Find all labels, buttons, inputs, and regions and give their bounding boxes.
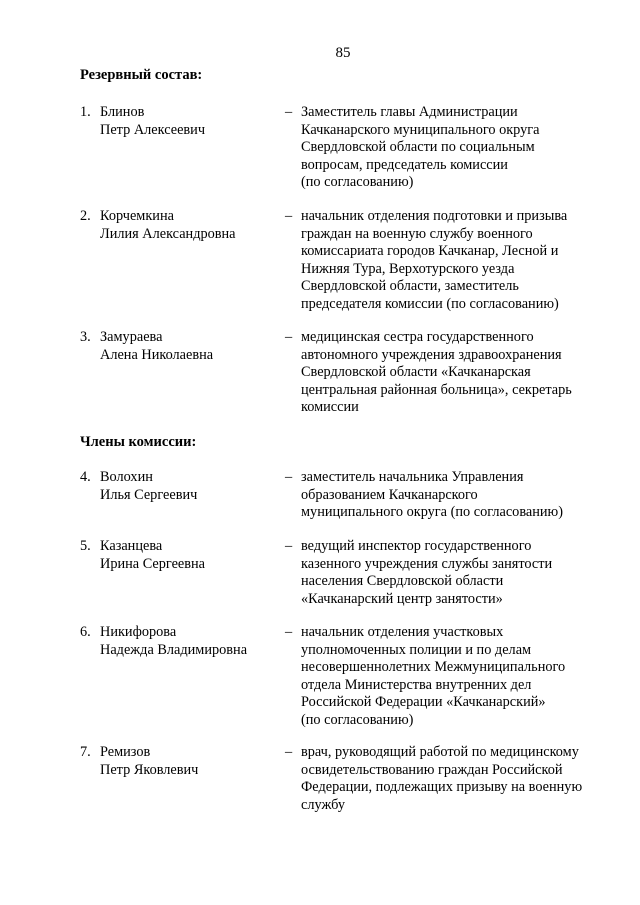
description-line: (по согласованию) xyxy=(301,711,414,728)
person-given-name: Ирина Сергеевна xyxy=(100,555,206,572)
page-number: 85 xyxy=(335,45,351,61)
position-description xyxy=(301,538,621,608)
description-line: медицинская сестра государственного xyxy=(301,329,534,345)
item-number: 4. xyxy=(80,469,91,485)
dash-separator: – xyxy=(285,208,293,224)
person-surname: Волохин xyxy=(100,469,153,485)
description-line: граждан на военную службу военного xyxy=(301,225,533,242)
description-line: муниципального округа (по согласованию) xyxy=(301,504,563,521)
person-surname: Никифорова xyxy=(100,624,177,640)
description-line: «Качканарский центр занятости» xyxy=(301,590,503,607)
description-line: Заместитель главы Администрации xyxy=(301,104,518,120)
position-description xyxy=(301,469,621,522)
description-line: (по согласованию) xyxy=(301,174,414,191)
description-line: комиссии xyxy=(301,399,359,416)
description-line: Свердловской области, заместитель xyxy=(301,278,519,295)
description-line: освидетельствованию граждан Российской xyxy=(301,761,563,778)
item-number: 1. xyxy=(80,104,91,120)
dash-separator: – xyxy=(285,104,293,120)
description-line: Федерации, подлежащих призыву на военную xyxy=(301,779,583,796)
position-description xyxy=(301,104,621,192)
person-name xyxy=(100,104,285,139)
person-name xyxy=(100,538,285,573)
description-line: отдела Министерства внутренних дел xyxy=(301,676,532,693)
dash-separator: – xyxy=(285,538,293,554)
description-line: казенного учреждения службы занятости xyxy=(301,555,553,572)
description-line: ведущий инспектор государственного xyxy=(301,538,532,554)
position-description xyxy=(301,208,621,314)
person-name xyxy=(100,744,285,779)
description-line: несовершеннолетних Межмуниципального xyxy=(301,659,566,676)
person-surname: Корчемкина xyxy=(100,208,174,224)
person-given-name: Надежда Владимировна xyxy=(100,641,248,658)
description-line: заместитель начальника Управления xyxy=(301,469,524,485)
person-name xyxy=(100,624,285,659)
description-line: службу xyxy=(301,796,346,813)
item-number: 6. xyxy=(80,624,91,640)
dash-separator: – xyxy=(285,624,293,640)
person-name xyxy=(100,329,285,364)
person-name xyxy=(100,208,285,243)
person-surname: Блинов xyxy=(100,104,145,120)
description-line: вопросам, председатель комиссии xyxy=(301,156,508,173)
description-line: Нижняя Тура, Верхотурского уезда xyxy=(301,260,515,277)
person-surname: Ремизов xyxy=(100,744,151,760)
description-line: образованием Качканарского xyxy=(301,486,478,503)
section-title-members: Члены комиссии: xyxy=(80,434,197,450)
person-given-name: Петр Яковлевич xyxy=(100,761,199,778)
position-description xyxy=(301,329,621,417)
description-line: начальник отделения подготовки и призыва xyxy=(301,208,568,224)
person-name xyxy=(100,469,285,504)
person-given-name: Лилия Александровна xyxy=(100,225,236,242)
dash-separator: – xyxy=(285,329,293,345)
position-description xyxy=(301,744,621,814)
description-line: председателя комиссии (по согласованию) xyxy=(301,295,559,312)
description-line: начальник отделения участковых xyxy=(301,624,504,640)
person-surname: Казанцева xyxy=(100,538,163,554)
description-line: Свердловской области «Качканарская xyxy=(301,364,531,381)
person-surname: Замураева xyxy=(100,329,163,345)
item-number: 2. xyxy=(80,208,91,224)
item-number: 7. xyxy=(80,744,91,760)
description-line: автономного учреждения здравоохранения xyxy=(301,346,562,363)
description-line: врач, руководящий работой по медицинскому xyxy=(301,744,579,760)
description-line: Свердловской области по социальным xyxy=(301,139,535,156)
dash-separator: – xyxy=(285,744,293,760)
description-line: уполномоченных полиции и по делам xyxy=(301,641,532,658)
description-line: Качканарского муниципального округа xyxy=(301,121,540,138)
person-given-name: Петр Алексеевич xyxy=(100,121,206,138)
person-given-name: Алена Николаевна xyxy=(100,346,214,363)
description-line: Российской Федерации «Качканарский» xyxy=(301,694,546,711)
person-given-name: Илья Сергеевич xyxy=(100,486,198,503)
dash-separator: – xyxy=(285,469,293,485)
description-line: населения Свердловской области xyxy=(301,573,504,590)
description-line: центральная районная больница», секретарь xyxy=(301,381,572,398)
item-number: 5. xyxy=(80,538,91,554)
section-title-reserve: Резервный состав: xyxy=(80,67,203,83)
item-number: 3. xyxy=(80,329,91,345)
description-line: комиссариата городов Качканар, Лесной и xyxy=(301,243,559,260)
position-description xyxy=(301,624,621,730)
